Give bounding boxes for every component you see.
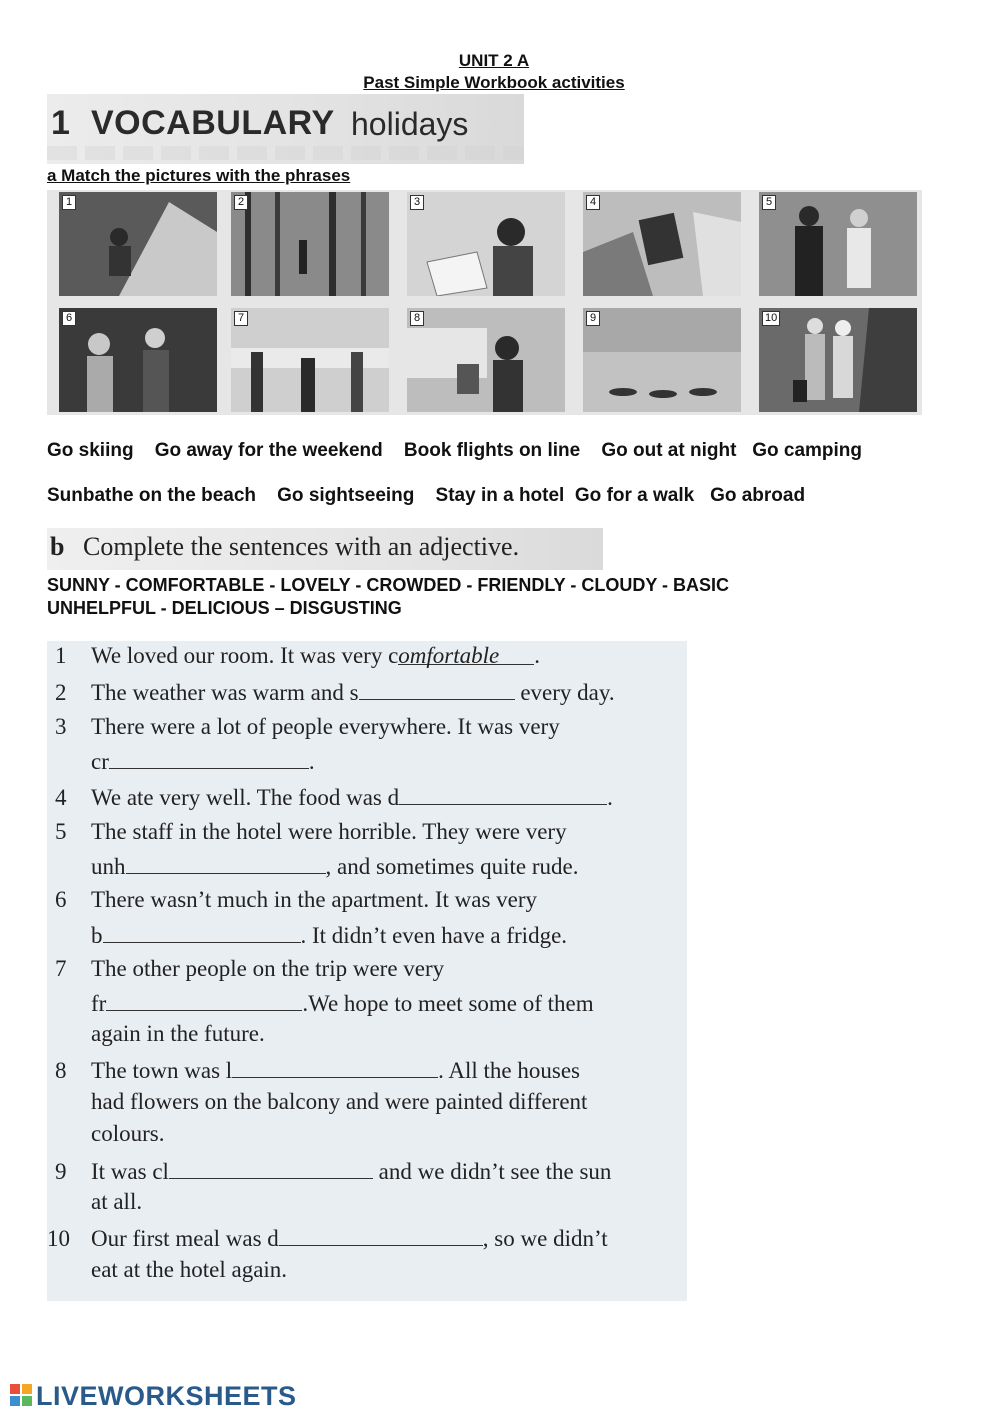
sentence-9-line-1: 9 It was cl and we didn’t see the sun [55, 1159, 612, 1184]
picture-10 [759, 308, 917, 412]
phrase: Go skiing [47, 440, 134, 461]
answer-blank-4[interactable] [399, 783, 607, 805]
answer-blank-8[interactable] [232, 1056, 438, 1078]
sentence-1: 1 We loved our room. It was very comfortable . [55, 643, 541, 668]
sentence-4: 4 We ate very well. The food was d . [55, 785, 613, 810]
task-b-instruction: Complete the sentences with an adjective. [83, 532, 520, 561]
picture-6 [59, 308, 217, 412]
phrases-row-1 [47, 440, 862, 462]
picture-number: 1 [62, 195, 76, 210]
picture-1 [59, 192, 217, 296]
phrase: Go for a walk [574, 485, 695, 506]
section-number: 1 [51, 104, 70, 142]
answer-blank-10[interactable] [279, 1224, 483, 1246]
answer-blank-9[interactable] [169, 1157, 373, 1179]
camping-photo-icon [59, 192, 217, 296]
answer-blank-2[interactable] [359, 678, 515, 700]
vocabulary-banner [47, 94, 524, 164]
picture-number: 8 [410, 311, 424, 326]
sentence-10-line-2: eat at the hotel again. [91, 1257, 288, 1282]
hotel-reception-photo-icon [231, 308, 389, 412]
adjective-line-1: SUNNY - COMFORTABLE - LOVELY - CROWDED - FRIENDLY - CLOUDY - BASIC [47, 575, 730, 595]
picture-7 [231, 308, 389, 412]
sentence-exercise [47, 641, 687, 1301]
picture-number: 5 [762, 195, 776, 210]
unit-title: UNIT 2 A [458, 51, 530, 70]
sentence-2: 2 The weather was warm and s every day. [55, 680, 615, 705]
task-b-banner [47, 528, 603, 570]
sentence-6-line-2: b . It didn’t even have a fridge. [91, 923, 568, 948]
page-header [0, 50, 988, 94]
picture-number: 2 [234, 195, 248, 210]
picture-number: 6 [62, 311, 76, 326]
brand-name: LIVEWORKSHEETS [36, 1381, 297, 1411]
task-a-instruction: a Match the pictures with the phrases [47, 166, 351, 185]
phrase: Book flights on line [403, 440, 581, 461]
sentence-5-line-1: 5 The staff in the hotel were horrible. They were very [55, 819, 567, 844]
page-subtitle: Past Simple Workbook activities [363, 73, 625, 92]
sentence-3-line-1: 3 There were a lot of people everywhere. It was very [55, 714, 560, 739]
banner-ghost-text [47, 146, 524, 160]
sentence-6-line-1: 6 There wasn’t much in the apartment. It was very [55, 887, 538, 912]
picture-5 [759, 192, 917, 296]
couple-luggage-photo-icon [759, 308, 917, 412]
liveworksheets-logo-icon [10, 1384, 32, 1406]
phrase: Go camping [752, 440, 863, 461]
picture-2 [231, 192, 389, 296]
night-out-photo-icon [59, 308, 217, 412]
phrase: Go sightseeing [277, 485, 415, 506]
picture-number: 7 [234, 311, 248, 326]
phrase: Stay in a hotel [435, 485, 565, 506]
sentence-3-line-2: cr . [91, 749, 315, 774]
sentence-8-line-3: colours. [91, 1121, 165, 1146]
picture-number: 9 [586, 311, 600, 326]
phrase: Sunbathe on the beach [47, 485, 257, 506]
section-title: VOCABULARY [91, 104, 335, 142]
sentence-5-line-2: unh , and sometimes quite rude. [91, 854, 579, 879]
passport-photo-icon [583, 192, 741, 296]
adjective-line-2: UNHELPFUL - DELICIOUS – DISGUSTING [47, 598, 402, 618]
picture-9 [583, 308, 741, 412]
sentence-10-line-1: 10 Our first meal was d , so we didn’t [47, 1226, 608, 1251]
picture-number: 4 [586, 195, 600, 210]
phrase: Go abroad [710, 485, 806, 506]
answer-blank-3[interactable] [109, 747, 309, 769]
sentence-8-line-2: had flowers on the balcony and were painted different [91, 1089, 588, 1114]
picture-8 [407, 308, 565, 412]
answer-blank-7[interactable] [106, 989, 302, 1011]
sentence-7-line-3: again in the future. [91, 1021, 265, 1046]
phrases-row-2 [47, 485, 805, 507]
picture-number: 3 [410, 195, 424, 210]
sightseeing-photo-icon [407, 308, 565, 412]
answer-blank-6[interactable] [103, 921, 301, 943]
picture-grid [47, 190, 922, 415]
beach-photo-icon [583, 308, 741, 412]
laptop-photo-icon [407, 192, 565, 296]
answer-blank-5[interactable] [126, 852, 326, 874]
sentence-7-line-1: 7 The other people on the trip were very [55, 956, 445, 981]
phrase: Go away for the weekend [154, 440, 383, 461]
phrase: Go out at night [601, 440, 737, 461]
picture-number: 10 [762, 311, 780, 326]
section-topic: holidays [351, 106, 469, 142]
sentence-9-line-2: at all. [91, 1189, 143, 1214]
task-b-letter: b [50, 532, 65, 561]
answer-blank-1[interactable]: omfortable [398, 643, 534, 665]
forest-walk-photo-icon [231, 192, 389, 296]
sentence-7-line-2: fr .We hope to meet some of them [91, 991, 594, 1016]
picture-3 [407, 192, 565, 296]
travellers-photo-icon [759, 192, 917, 296]
sentence-8-line-1: 8 The town was l . All the houses [55, 1058, 581, 1083]
adjective-list [47, 574, 729, 620]
picture-4 [583, 192, 741, 296]
